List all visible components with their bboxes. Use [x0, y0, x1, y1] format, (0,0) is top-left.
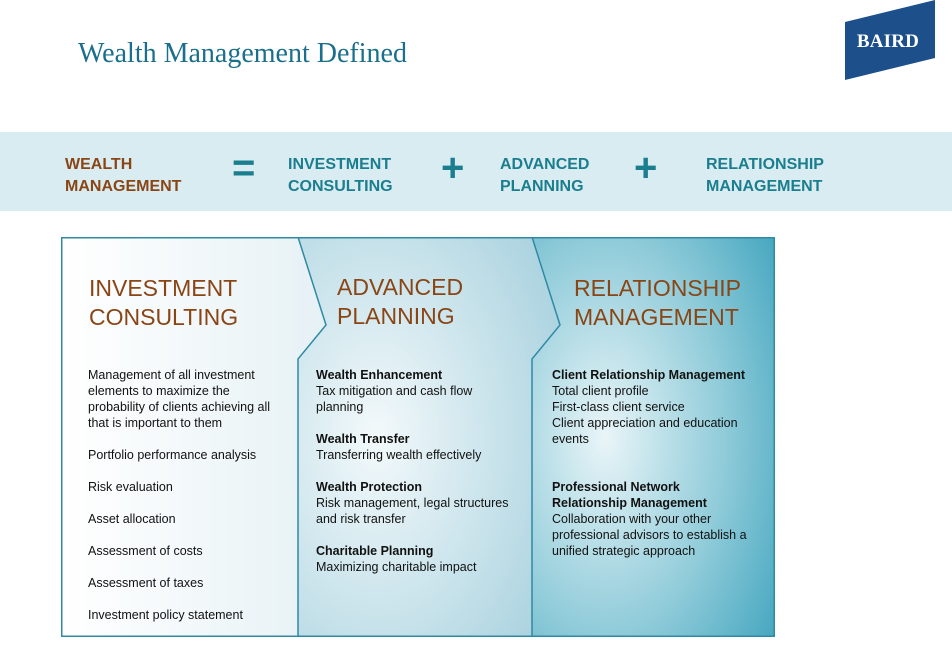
- investment-item-1: Portfolio performance analysis: [88, 448, 257, 462]
- equation-wealth-management: WEALTH MANAGEMENT: [65, 156, 182, 195]
- charitable-planning-block: [316, 543, 516, 575]
- wealth-transfer-text: Transferring wealth effectively: [316, 448, 482, 462]
- equals-sign: =: [232, 146, 256, 190]
- professional-network-text: Collaboration with your other professional advisors to establish a unified strategic approach: [552, 512, 747, 558]
- plus-sign-2: +: [634, 146, 658, 190]
- equation-relationship-management: RELATIONSHIP MANAGEMENT: [706, 156, 824, 195]
- wealth-protection-title: Wealth Protection: [316, 480, 423, 494]
- investment-intro: Management of all investment elements to maximize the probability of clients achieving all that is important to them: [88, 368, 271, 430]
- charitable-planning-title: Charitable Planning: [316, 544, 434, 558]
- relationship-management-heading: RELATIONSHIP MANAGEMENT: [574, 275, 741, 330]
- charitable-planning-text: Maximizing charitable impact: [316, 560, 477, 574]
- wealth-transfer-block: [316, 431, 516, 463]
- professional-network-block: [552, 479, 757, 559]
- investment-item-6: Investment policy statement: [88, 608, 243, 622]
- client-relationship-block: [552, 367, 757, 447]
- wealth-protection-block: [316, 479, 516, 527]
- investment-item-2: Risk evaluation: [88, 480, 173, 494]
- investment-item-3: Asset allocation: [88, 512, 176, 526]
- wealth-enhancement-text: Tax mitigation and cash flow planning: [316, 384, 473, 414]
- logo-text: BAIRD: [856, 31, 920, 52]
- wealth-protection-text: Risk management, legal structures and risk transfer: [316, 496, 509, 526]
- client-relationship-text: Total client profile First-class client service Client appreciation and education events: [552, 384, 738, 446]
- page-title: Wealth Management Defined: [78, 38, 407, 69]
- investment-consulting-heading: INVESTMENT CONSULTING: [89, 275, 239, 330]
- equation-investment-consulting: INVESTMENT CONSULTING: [288, 156, 393, 195]
- three-pillar-panel: [61, 237, 775, 637]
- wealth-enhancement-block: [316, 367, 516, 415]
- equation-band: [0, 132, 952, 211]
- investment-item-5: Assessment of taxes: [88, 576, 204, 590]
- advanced-planning-heading: ADVANCED PLANNING: [337, 274, 464, 329]
- client-relationship-title: Client Relationship Management: [552, 368, 746, 382]
- wealth-enhancement-title: Wealth Enhancement: [316, 368, 443, 382]
- plus-sign-1: +: [441, 146, 465, 190]
- baird-logo: [845, 0, 935, 80]
- equation-advanced-planning: ADVANCED PLANNING: [500, 156, 590, 195]
- investment-item-4: Assessment of costs: [88, 544, 203, 558]
- professional-network-title: Professional Network Relationship Management: [552, 480, 707, 510]
- wealth-transfer-title: Wealth Transfer: [316, 432, 410, 446]
